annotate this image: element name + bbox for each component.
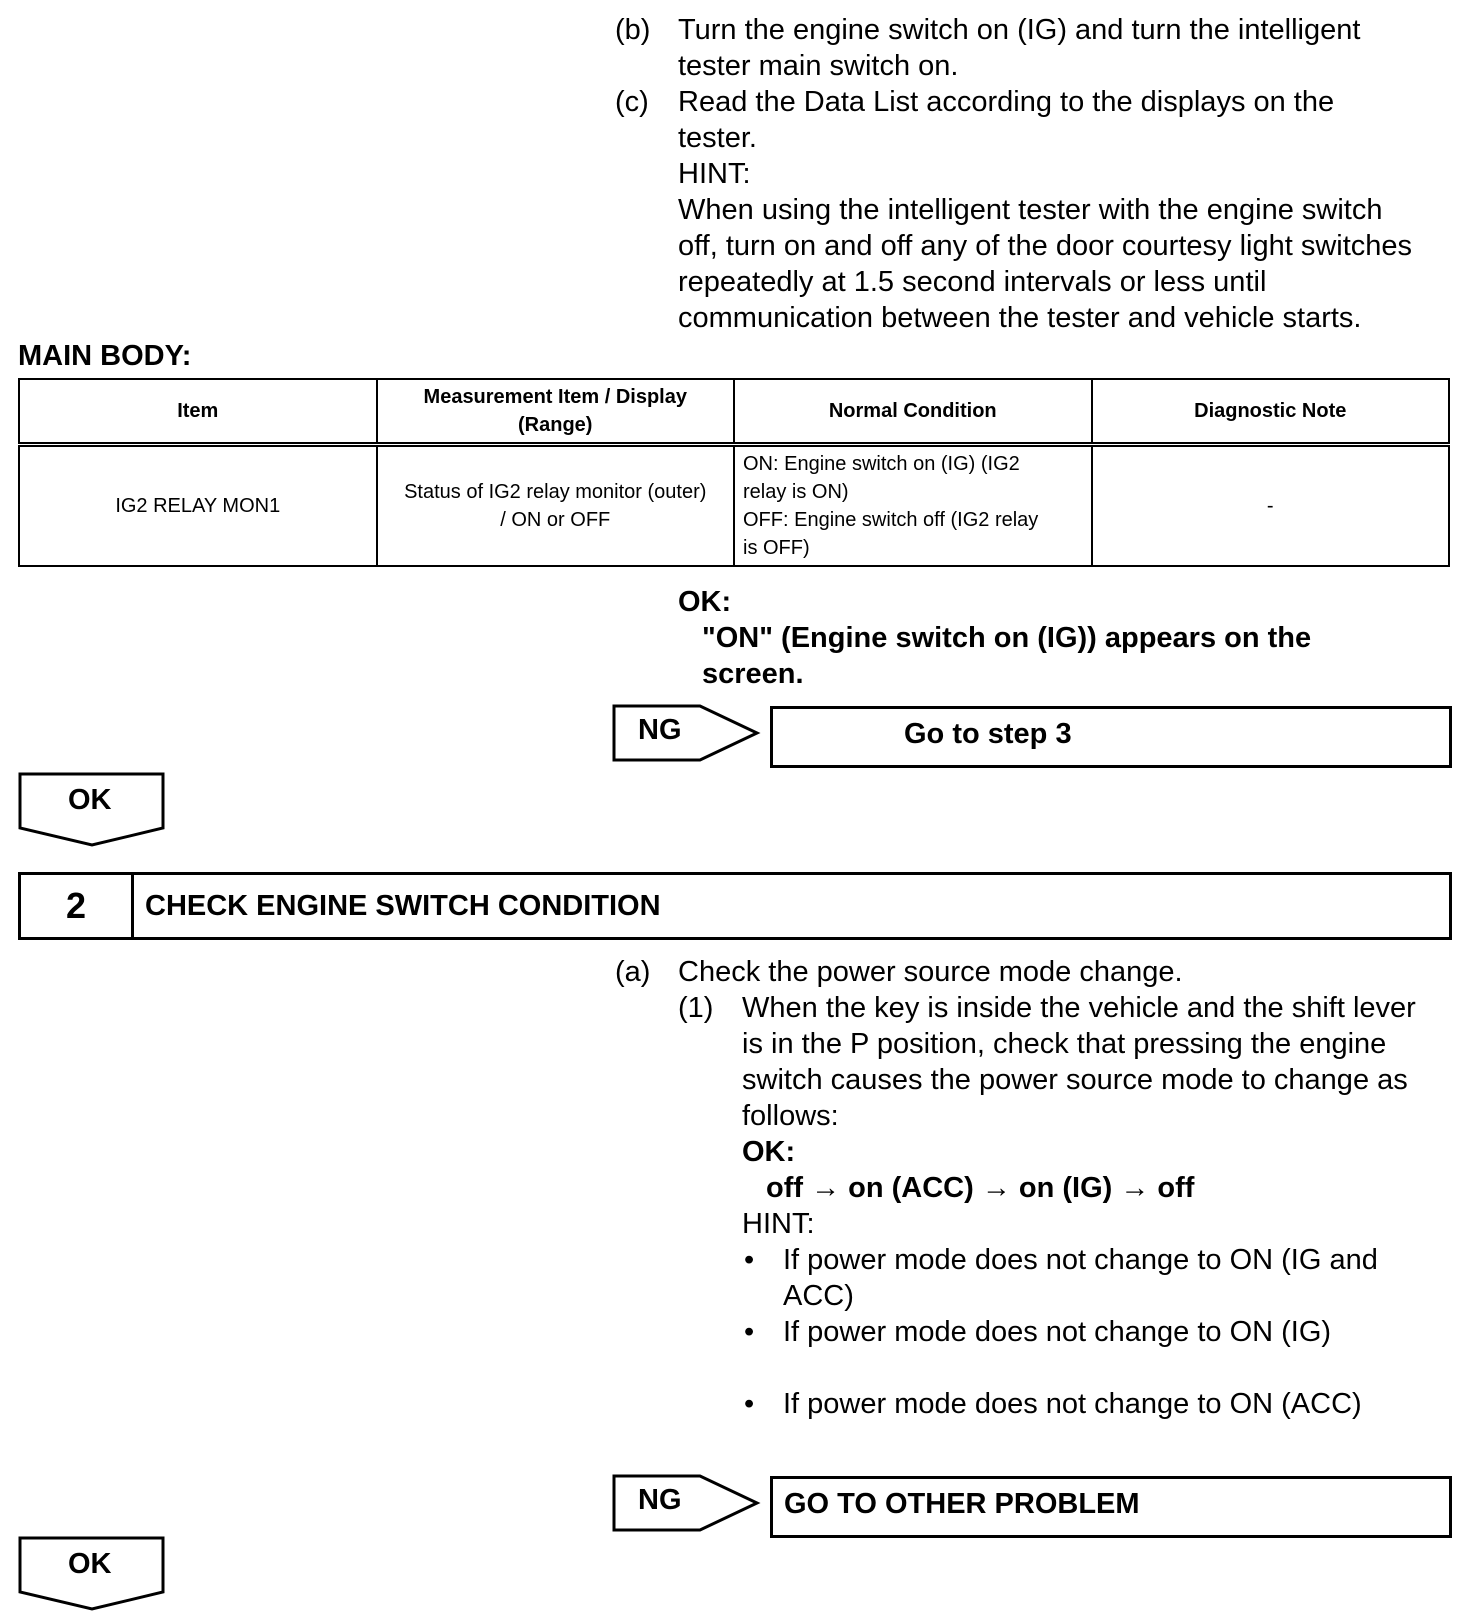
- ok1-arrow-label: OK: [68, 784, 112, 816]
- ng1-label: NG: [638, 714, 682, 746]
- step-c-line2: tester.: [678, 122, 757, 154]
- step-a-text: Check the power source mode change.: [678, 956, 1183, 988]
- ng2-target: GO TO OTHER PROBLEM: [784, 1488, 1140, 1520]
- ng2-arrow-icon: [612, 1474, 762, 1532]
- sub-1-line4: follows:: [742, 1100, 839, 1132]
- bullet-1-icon: •: [744, 1244, 755, 1276]
- step-c-line1: Read the Data List according to the displays on the: [678, 86, 1335, 118]
- header-normal-condition: Normal Condition: [734, 379, 1092, 445]
- header-item: Item: [19, 379, 377, 445]
- sub-1-label: (1): [678, 992, 714, 1024]
- hint-line1: When using the intelligent tester with the engine switch: [678, 194, 1383, 226]
- ok1-label: OK:: [678, 586, 732, 618]
- hint-line4: communication between the tester and vehicle starts.: [678, 302, 1362, 334]
- hint-line2: off, turn on and off any of the door courtesy light switches: [678, 230, 1413, 262]
- cell-normal-condition: [734, 445, 1092, 567]
- hint-line3: repeatedly at 1.5 second intervals or less until: [678, 266, 1267, 298]
- bullet-3-icon: •: [744, 1388, 755, 1420]
- section-2-title: CHECK ENGINE SWITCH CONDITION: [145, 890, 661, 922]
- ok1-line2: screen.: [702, 658, 804, 690]
- ng1-arrow-icon: [612, 704, 762, 762]
- header-measurement: [377, 379, 735, 445]
- bullet-3-text: If power mode does not change to ON (ACC): [783, 1388, 1362, 1420]
- main-body-label: MAIN BODY:: [18, 340, 192, 372]
- step-c-label: (c): [615, 86, 649, 118]
- step-b-line1: Turn the engine switch on (IG) and turn the intelligent: [678, 14, 1361, 46]
- ok2-sequence: off → on (ACC) → on (IG) → off: [766, 1172, 1195, 1204]
- bullet-1-line2: ACC): [783, 1280, 854, 1312]
- cell-item: IG2 RELAY MON1: [19, 445, 377, 567]
- bullet-1-line1: If power mode does not change to ON (IG and: [783, 1244, 1378, 1276]
- ng1-target-box[interactable]: [770, 706, 1452, 768]
- ok1-line1: "ON" (Engine switch on (IG)) appears on the: [702, 622, 1312, 654]
- ok2-arrow-label: OK: [68, 1548, 112, 1580]
- sub-1-line3: switch causes the power source mode to change as: [742, 1064, 1408, 1096]
- section-2-header: [18, 872, 1452, 940]
- cell-normal-line4: is OFF): [743, 537, 810, 559]
- ng1-target: Go to step 3: [904, 718, 1072, 750]
- header-measurement-line2: (Range): [518, 414, 593, 436]
- cell-diagnostic-note: -: [1092, 445, 1450, 567]
- cell-measurement-line1: Status of IG2 relay monitor (outer): [404, 481, 707, 503]
- ng2-label: NG: [638, 1484, 682, 1516]
- header-measurement-line1: Measurement Item / Display: [423, 386, 687, 408]
- cell-measurement-line2: / ON or OFF: [500, 509, 611, 531]
- table-header-row: [19, 379, 1449, 445]
- cell-normal-line1: ON: Engine switch on (IG) (IG2: [743, 453, 1020, 475]
- step-b-label: (b): [615, 14, 651, 46]
- ok2-label: OK:: [742, 1136, 796, 1168]
- header-diagnostic-note: Diagnostic Note: [1092, 379, 1450, 445]
- bullet-2-icon: •: [744, 1316, 755, 1348]
- cell-measurement: [377, 445, 735, 567]
- section-2-number: 2: [21, 875, 134, 937]
- hint2-label: HINT:: [742, 1208, 815, 1240]
- bullet-2-text: If power mode does not change to ON (IG): [783, 1316, 1332, 1348]
- cell-normal-line3: OFF: Engine switch off (IG2 relay: [743, 509, 1039, 531]
- hint-label: HINT:: [678, 158, 751, 190]
- step-b-line2: tester main switch on.: [678, 50, 959, 82]
- step-a-label: (a): [615, 956, 651, 988]
- sub-1-line2: is in the P position, check that pressing the engine: [742, 1028, 1387, 1060]
- data-list-table: [18, 378, 1450, 567]
- cell-normal-line2: relay is ON): [743, 481, 849, 503]
- sub-1-line1: When the key is inside the vehicle and the shift lever: [742, 992, 1416, 1024]
- table-row: [19, 445, 1449, 567]
